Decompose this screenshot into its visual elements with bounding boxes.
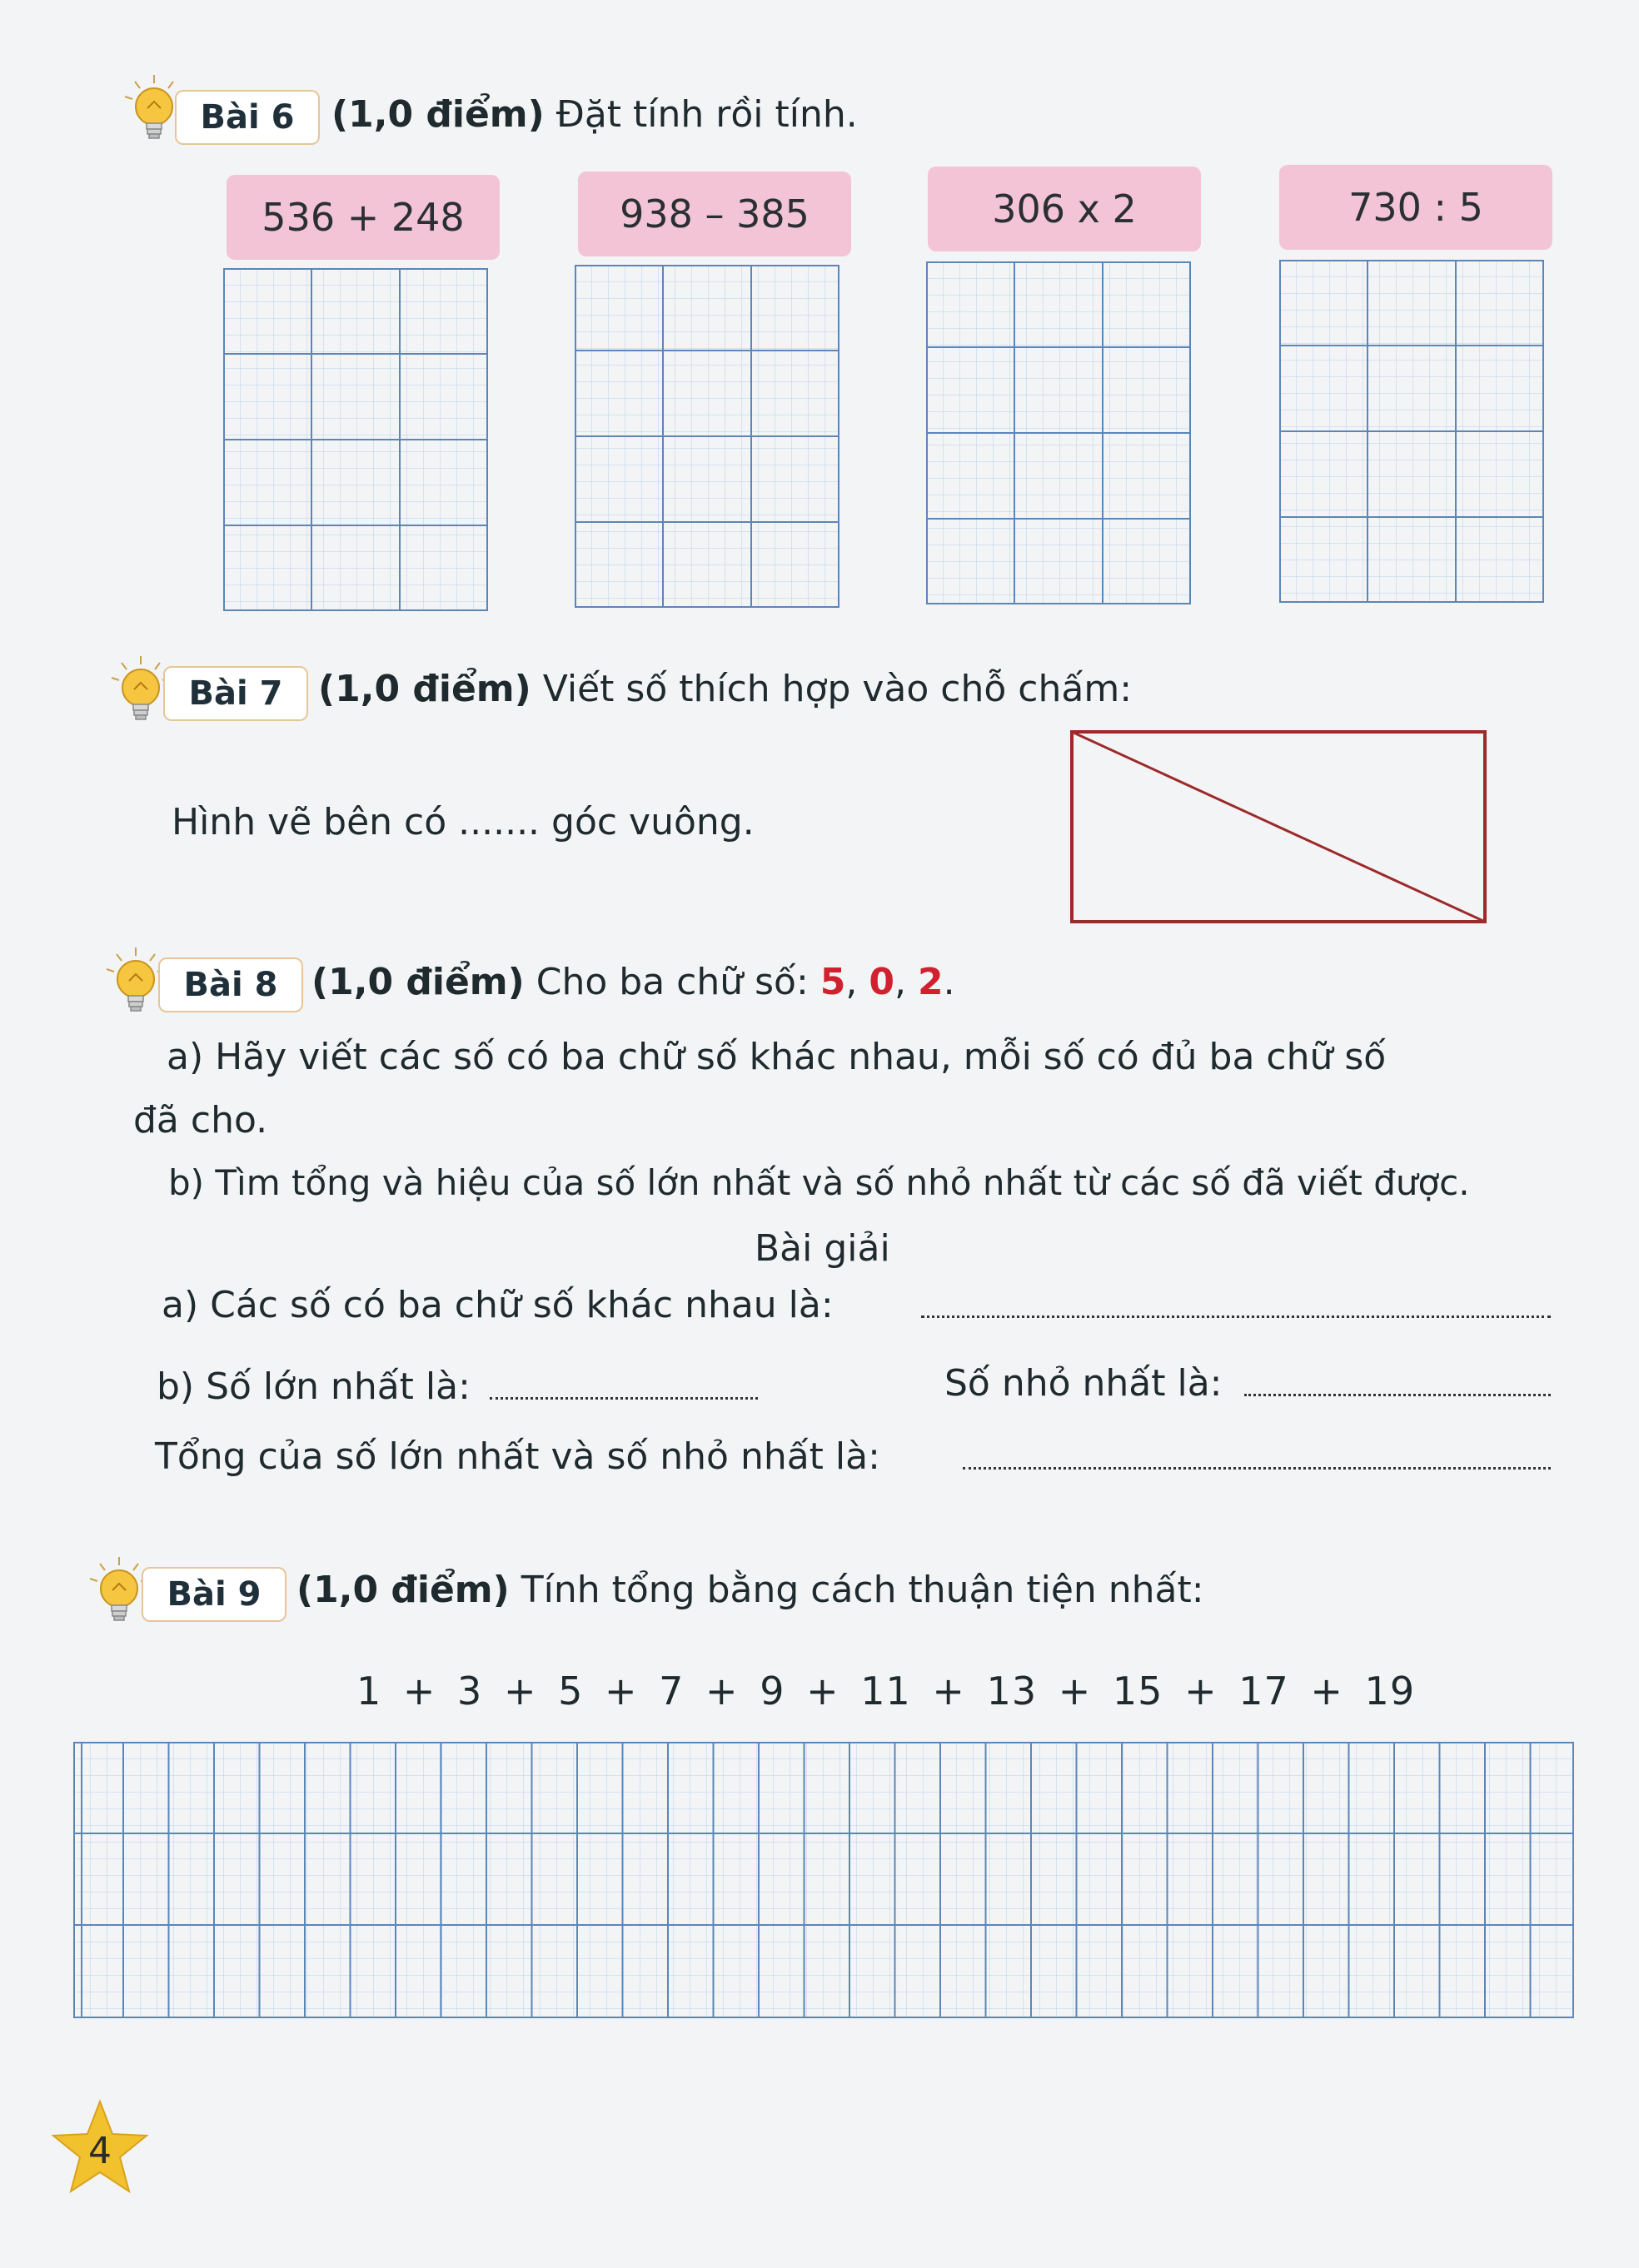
answer-b-smallest-blank[interactable] (1244, 1394, 1551, 1396)
exercise-9-instruction: Tính tổng bằng cách thuận tiện nhất: (521, 1569, 1204, 1611)
answer-b-largest-blank[interactable] (490, 1397, 758, 1400)
answer-b-smallest-label: Số nhỏ nhất là: (944, 1362, 1223, 1405)
answer-sum-label: Tổng của số lớn nhất và số nhỏ nhất là: (155, 1435, 880, 1478)
exercise-6-instruction: Đặt tính rồi tính. (555, 93, 858, 136)
exercise-6-tag: Bài 6 (175, 90, 320, 145)
rectangle-with-diagonal-figure (1069, 729, 1487, 926)
digit-separator: , (894, 961, 918, 1003)
calc-grid-1[interactable] (223, 268, 488, 611)
exercise-7-header (318, 668, 1132, 710)
answer-grid[interactable] (73, 1742, 1574, 2018)
exercise-9-header (296, 1569, 1204, 1611)
digit-1: 5 (820, 961, 846, 1003)
digit-separator: , (845, 961, 869, 1003)
exercise-6-header (331, 93, 858, 136)
answer-a-label: a) Các số có ba chữ số khác nhau là: (162, 1284, 834, 1326)
exercise-7-instruction: Viết số thích hợp vào chỗ chấm: (542, 668, 1133, 710)
digit-2: 0 (869, 961, 894, 1003)
problem-4-box: 730 : 5 (1279, 165, 1552, 250)
problem-1-box: 536 + 248 (227, 175, 500, 260)
exercise-8-header (311, 961, 955, 1003)
exercise-8-instruction: Cho ba chữ số: (536, 961, 809, 1003)
calc-grid-3[interactable] (926, 261, 1191, 604)
exercise-8-part-a-line2: đã cho. (133, 1099, 268, 1141)
exercise-8-tag: Bài 8 (158, 957, 303, 1012)
problem-2-box: 938 – 385 (578, 172, 851, 256)
calc-grid-4[interactable] (1279, 260, 1544, 603)
solution-title: Bài giải (755, 1227, 890, 1270)
answer-b-largest-label: b) Số lớn nhất là: (157, 1365, 471, 1408)
exercise-9-points: (1,0 điểm) (296, 1569, 510, 1611)
problem-3-box: 306 x 2 (928, 167, 1201, 251)
exercise-8-part-b: b) Tìm tổng và hiệu của số lớn nhất và số nhỏ nhất từ các số đã viết được. (168, 1162, 1470, 1203)
exercise-8-part-a-line1: a) Hãy viết các số có ba chữ số khác nhau, mỗi số có đủ ba chữ số (167, 1036, 1387, 1078)
exercise-7-sentence: Hình vẽ bên có ....... góc vuông. (172, 801, 755, 843)
digit-3: 2 (917, 961, 944, 1003)
answer-a-blank[interactable] (921, 1316, 1551, 1318)
page-number: 4 (88, 2130, 112, 2172)
exercise-7-tag: Bài 7 (163, 666, 308, 721)
sum-expression: 1 + 3 + 5 + 7 + 9 + 11 + 13 + 15 + 17 + 19 (356, 1669, 1416, 1713)
exercise-7-points: (1,0 điểm) (318, 668, 531, 710)
exercise-9-tag: Bài 9 (142, 1567, 286, 1622)
calc-grid-2[interactable] (575, 265, 839, 608)
period: . (943, 961, 955, 1003)
answer-sum-blank[interactable] (963, 1467, 1551, 1470)
exercise-6-points: (1,0 điểm) (331, 93, 545, 136)
exercise-8-points: (1,0 điểm) (311, 961, 525, 1003)
